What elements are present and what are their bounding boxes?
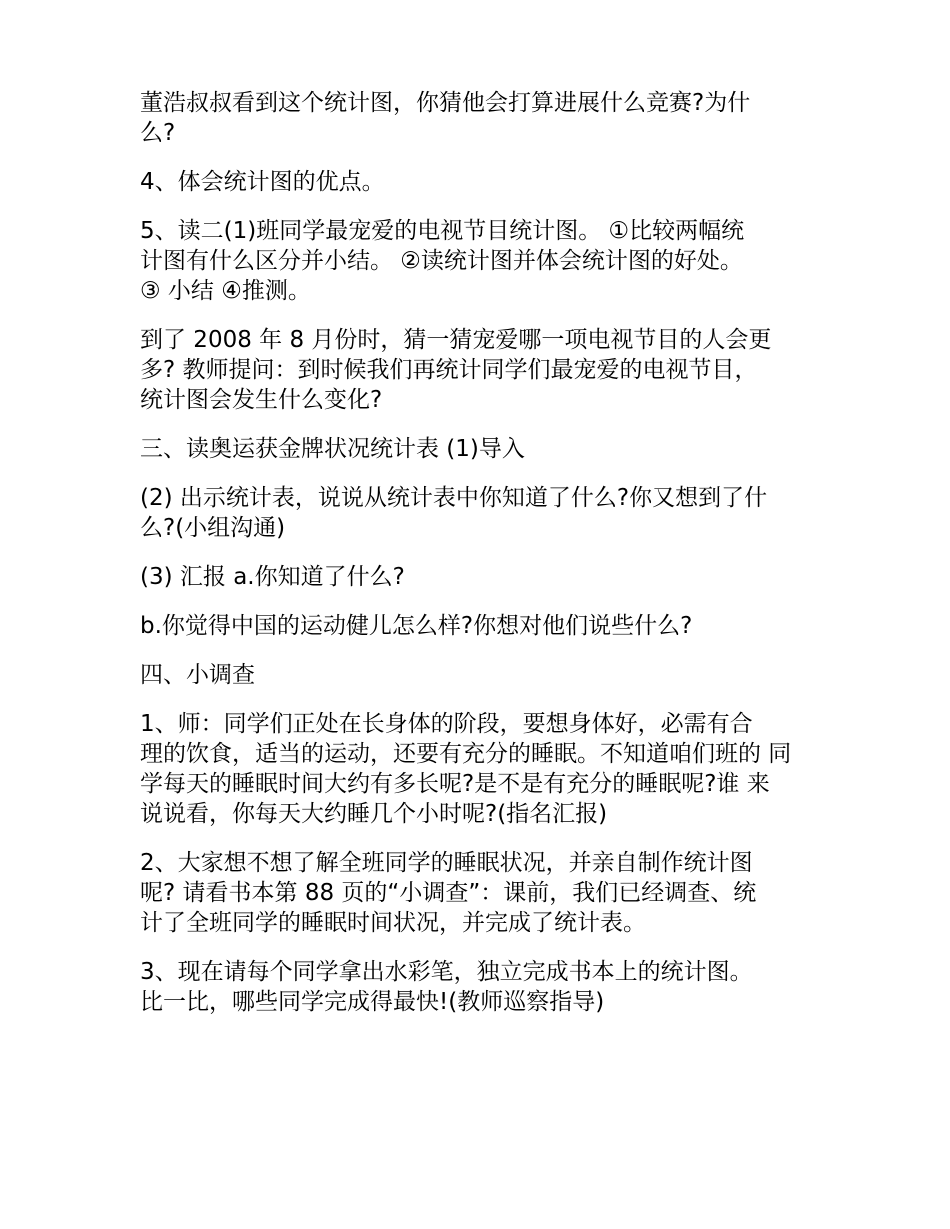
paragraph-10 bbox=[140, 709, 820, 829]
paragraph-7 bbox=[140, 562, 820, 592]
text-line: 4、体会统计图的优点。 bbox=[140, 169, 385, 195]
text-line: (3) 汇报 a.你知道了什么? bbox=[140, 564, 405, 590]
section-heading-3 bbox=[140, 434, 820, 464]
text-line: b.你觉得中国的运动健儿怎么样?你想对他们说些什么? bbox=[140, 613, 693, 639]
paragraph-8 bbox=[140, 611, 820, 641]
text-line: 计图有什么区分并小结。 ②读统计图并体会统计图的好处。 bbox=[140, 248, 743, 274]
text-line: 计了全班同学的睡眠时间状况，并完成了统计表。 bbox=[140, 910, 646, 936]
text-line: 董浩叔叔看到这个统计图，你猜他会打算进展什么竞赛?为什 bbox=[140, 90, 751, 116]
document-body bbox=[140, 88, 820, 1036]
text-line: (2) 出示统计表，说说从统计表中你知道了什么?你又想到了什 bbox=[140, 485, 768, 511]
text-line: 么?(小组沟通) bbox=[140, 515, 286, 541]
text-line: 比一比，哪些同学完成得最快!(教师巡察指导) bbox=[140, 989, 605, 1015]
text-line: 3、现在请每个同学拿出水彩笔，独立完成书本上的统计图。 bbox=[140, 959, 753, 985]
text-line: 么? bbox=[140, 120, 176, 146]
section-heading-4 bbox=[140, 660, 820, 690]
text-line: 到了 2008 年 8 月份时，猜一猜宠爱哪一项电视节目的人会更 bbox=[140, 327, 772, 353]
text-line: 说说看，你每天大约睡几个小时呢?(指名汇报) bbox=[140, 801, 608, 827]
paragraph-2 bbox=[140, 167, 820, 197]
text-line: 呢? 请看书本第 88 页的“小调查”：课前，我们已经调查、统 bbox=[140, 880, 757, 906]
text-line: 四、小调查 bbox=[140, 662, 255, 688]
paragraph-11 bbox=[140, 848, 820, 938]
text-line: 统计图会发生什么变化? bbox=[140, 387, 383, 413]
paragraph-1 bbox=[140, 88, 820, 148]
text-line: 三、读奥运获金牌状况统计表 (1)导入 bbox=[140, 436, 525, 462]
text-line: 1、师：同学们正处在长身体的阶段，要想身体好，必需有合 bbox=[140, 711, 753, 737]
paragraph-12 bbox=[140, 957, 820, 1017]
text-line: 2、大家想不想了解全班同学的睡眠状况，并亲自制作统计图 bbox=[140, 850, 753, 876]
text-line: ③ 小结 ④推测。 bbox=[140, 278, 311, 304]
paragraph-4 bbox=[140, 325, 820, 415]
text-line: 学每天的睡眠时间大约有多长呢?是不是有充分的睡眠呢?谁 来 bbox=[140, 771, 770, 797]
paragraph-6 bbox=[140, 483, 820, 543]
text-line: 理的饮食，适当的运动，还要有充分的睡眠。不知道咱们班的 同 bbox=[140, 741, 792, 767]
paragraph-3 bbox=[140, 216, 820, 306]
text-line: 5、读二(1)班同学最宠爱的电视节目统计图。 ①比较两幅统 bbox=[140, 218, 745, 244]
text-line: 多? 教师提问：到时候我们再统计同学们最宠爱的电视节目， bbox=[140, 357, 758, 383]
